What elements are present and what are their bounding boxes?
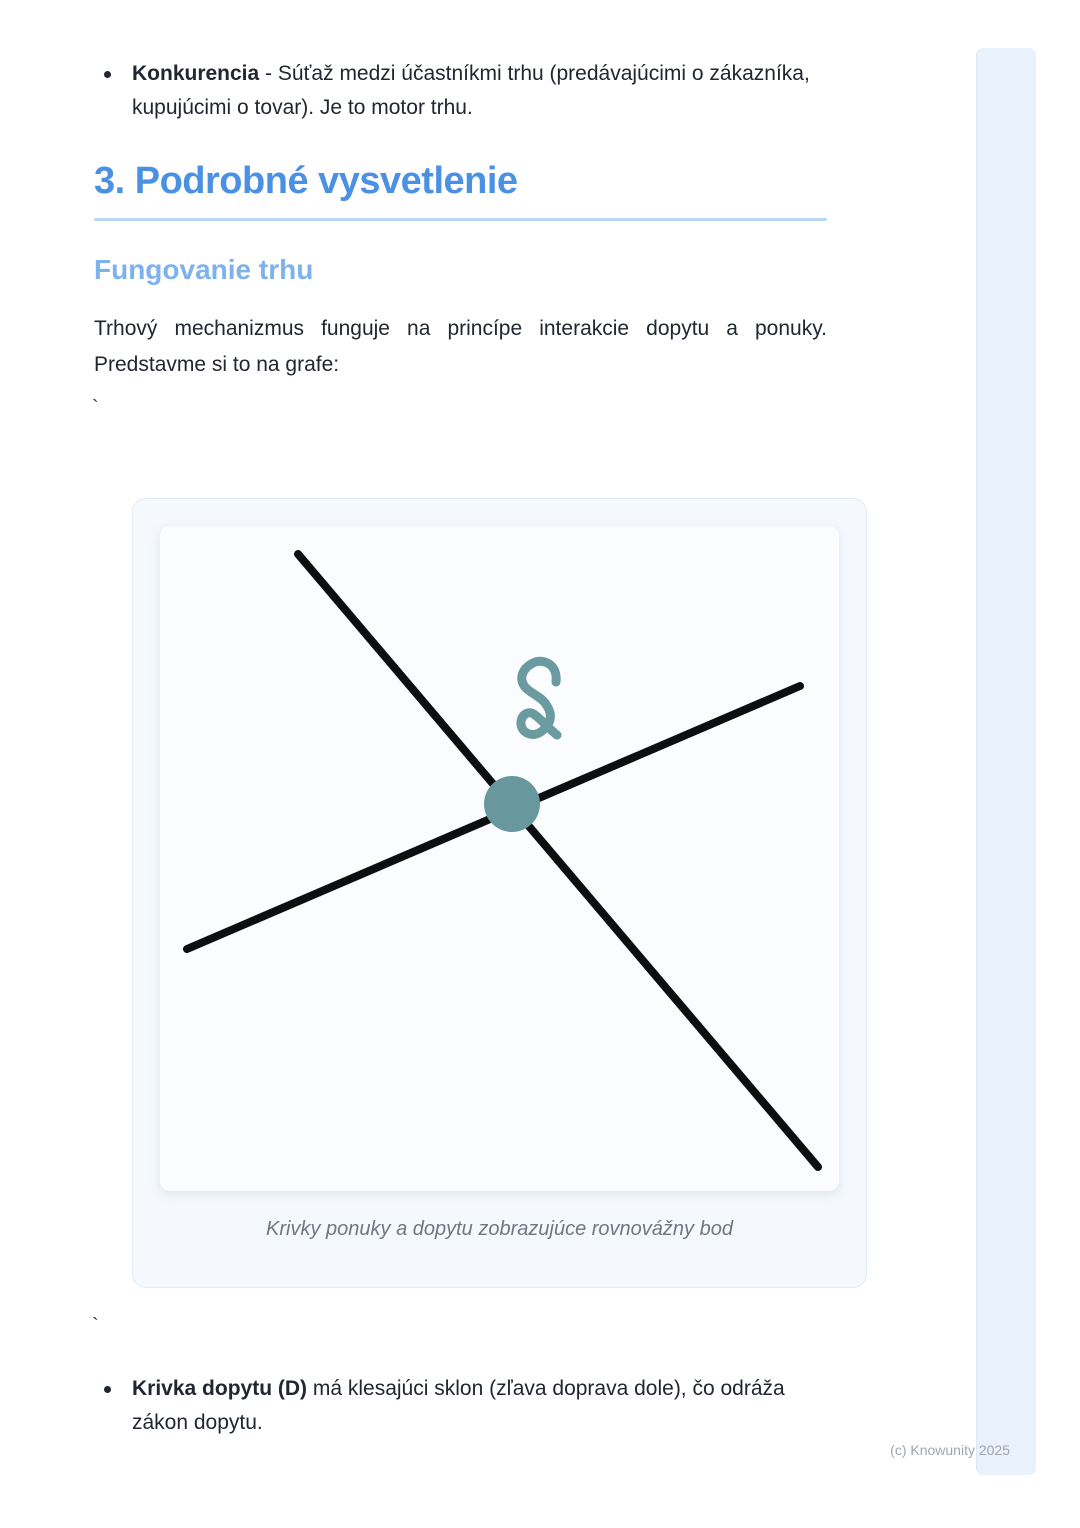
bullet-text [132,1372,834,1440]
stray-backtick-top: ` [92,397,99,419]
bullet-term: Krivka dopytu (D) [132,1377,308,1400]
list-item [94,57,834,125]
figure-image-panel [160,526,839,1191]
bullet-text [132,57,834,125]
supply-label-s [521,661,557,735]
bullet-term: Konkurencia [132,62,260,85]
subsection-title: Fungovanie trhu [94,254,314,285]
equilibrium-dot [484,776,540,832]
stray-backtick-bottom: ` [92,1315,99,1337]
footer-copyright: (c) Knowunity 2025 [890,1442,1010,1458]
demand-line [298,554,818,1167]
heading-underline [94,218,827,221]
page-title: 3. Podrobné vysvetlenie [94,160,518,202]
figure-card [132,498,867,1288]
bullet-list [94,57,834,125]
supply-demand-graph [160,526,839,1191]
figure-caption: Krivky ponuky a dopytu zobrazujúce rovnovážny bod [266,1218,733,1240]
bullet-rest: - Súťaž medzi účastníkmi trhu (predávajúcimi o zákazníka, kupujúcimi o tovar). Je to motor trhu. [132,62,810,119]
bullet-icon [104,1386,111,1393]
bullet-rest: má klesajúci sklon (zľava doprava dole), čo odráža zákon dopytu. [132,1377,785,1434]
bullet-list [94,1372,834,1440]
list-item [94,1372,834,1440]
bullet-icon [104,71,111,78]
body-paragraph: Trhový mechanizmus funguje na princípe interakcie dopytu a ponuky. Predstavme si to na grafe: [94,317,827,376]
right-margin-bar [976,48,1036,1475]
